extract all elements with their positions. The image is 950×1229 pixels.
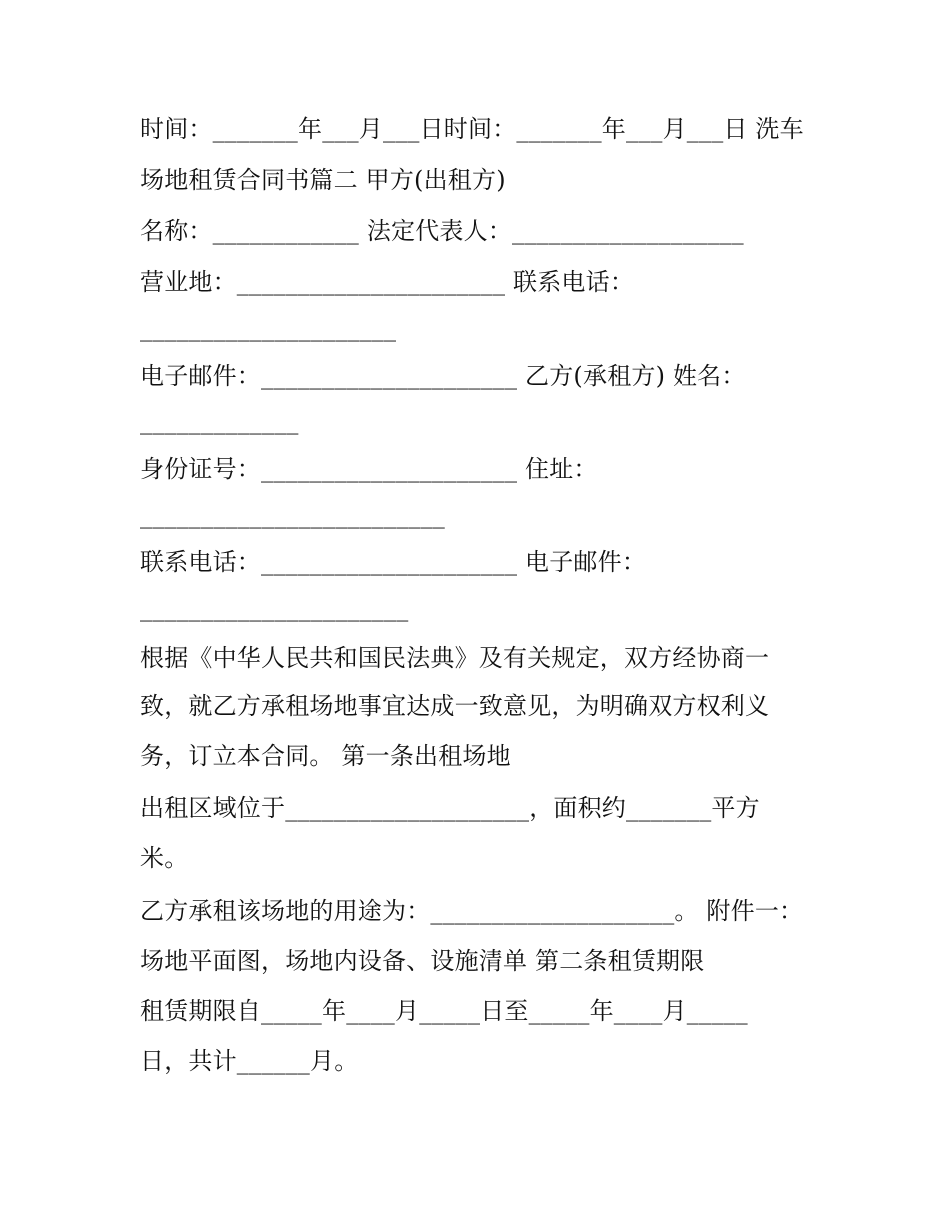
text-line: 致，就乙方承租场地事宜达成一致意见，为明确双方权利义 — [140, 692, 770, 720]
text-line: 时间：_______年___月___日时间：_______年___月___日 洗车 — [140, 115, 804, 143]
text-line: 乙方承租该场地的用途为：____________________。 附件一： — [140, 897, 804, 925]
text-line: 租赁期限自_____年____月_____日至_____年____月_____ — [140, 997, 748, 1025]
text-line: 名称：____________ 法定代表人：___________________ — [140, 217, 744, 245]
text-line: 日，共计______月。 — [140, 1047, 359, 1075]
text-line: 电子邮件：_____________________ 乙方(承租方) 姓名： — [140, 362, 746, 390]
text-line: _____________ — [140, 407, 299, 435]
text-line: 根据《中华人民共和国民法典》及有关规定，双方经协商一 — [140, 644, 770, 672]
text-line: 场地平面图，场地内设备、设施清单 第二条租赁期限 — [140, 947, 705, 975]
text-line: 身份证号：_____________________ 住址： — [140, 455, 598, 483]
text-line: 出租区域位于____________________，面积约_______平方 — [140, 794, 760, 822]
text-line: _____________________ — [140, 314, 397, 342]
text-line: 营业地：______________________ 联系电话： — [140, 268, 635, 296]
text-line: ______________________ — [140, 594, 409, 622]
text-line: 务，订立本合同。 第一条出租场地 — [140, 742, 511, 770]
text-line: 米。 — [140, 844, 189, 872]
text-line: 联系电话：_____________________ 电子邮件： — [140, 548, 647, 576]
text-line: 场地租赁合同书篇二 甲方(出租方) — [140, 166, 506, 194]
text-line: _________________________ — [140, 501, 445, 529]
